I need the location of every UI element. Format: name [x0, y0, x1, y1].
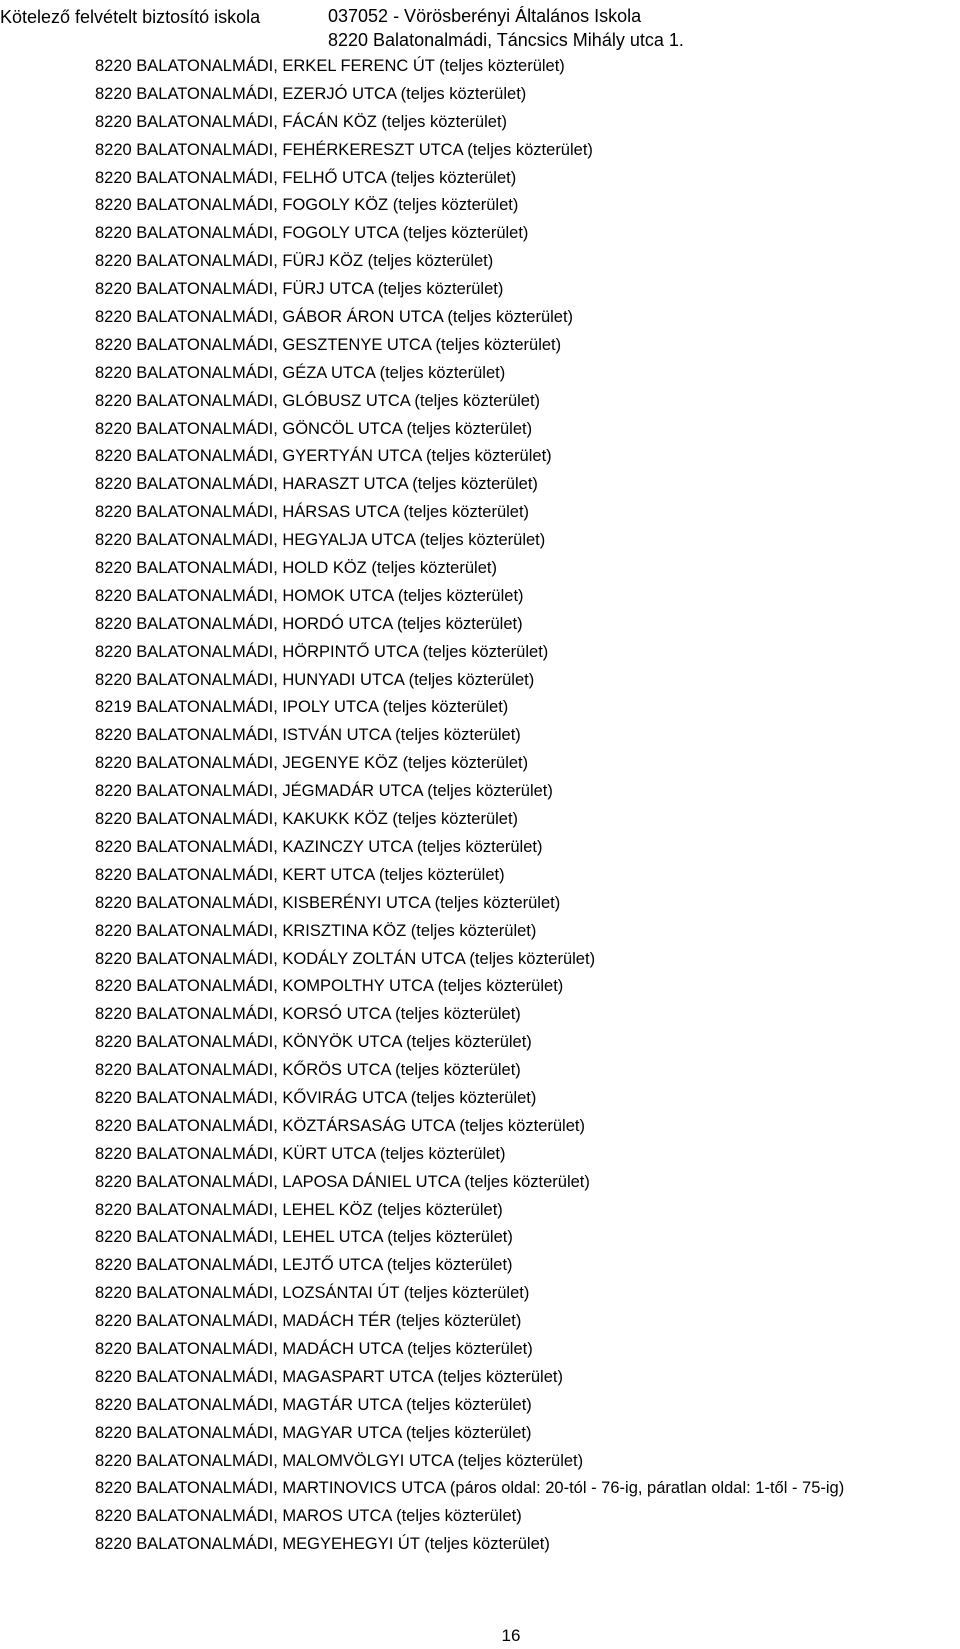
address-list-item: 8220 BALATONALMÁDI, GÖNCÖL UTCA (teljes közterület) — [95, 419, 533, 438]
address-list-item: 8220 BALATONALMÁDI, JÉGMADÁR UTCA (teljes közterület) — [95, 782, 553, 801]
address-list-item: 8220 BALATONALMÁDI, KERT UTCA (teljes közterület) — [95, 865, 505, 884]
address-list-item: 8220 BALATONALMÁDI, HARASZT UTCA (teljes közterület) — [95, 475, 538, 494]
address-list-item: 8220 BALATONALMÁDI, LAPOSA DÁNIEL UTCA (teljes közterület) — [95, 1172, 590, 1191]
address-list-item: 8220 BALATONALMÁDI, KÜRT UTCA (teljes közterület) — [95, 1144, 506, 1163]
address-list-item: 8220 BALATONALMÁDI, MAGTÁR UTCA (teljes közterület) — [95, 1395, 532, 1414]
address-list-item: 8220 BALATONALMÁDI, KAKUKK KÖZ (teljes közterület) — [95, 810, 519, 829]
address-list-item: 8220 BALATONALMÁDI, HOMOK UTCA (teljes közterület) — [95, 586, 524, 605]
header-school-type: Kötelező felvételt biztosító iskola — [0, 7, 261, 27]
address-list-item: 8220 BALATONALMÁDI, EZERJÓ UTCA (teljes közterület) — [95, 84, 527, 103]
address-list-item: 8220 BALATONALMÁDI, GYERTYÁN UTCA (teljes közterület) — [95, 447, 552, 466]
address-list-item: 8220 BALATONALMÁDI, HORDÓ UTCA (teljes közterület) — [95, 614, 523, 633]
address-list-item: 8220 BALATONALMÁDI, GESZTENYE UTCA (teljes közterület) — [95, 335, 562, 354]
address-list-item: 8220 BALATONALMÁDI, MALOMVÖLGYI UTCA (teljes közterület) — [95, 1451, 584, 1470]
address-list-item: 8220 BALATONALMÁDI, HOLD KÖZ (teljes közterület) — [95, 559, 497, 578]
address-list-item: 8220 BALATONALMÁDI, HÁRSAS UTCA (teljes közterület) — [95, 503, 530, 522]
address-list-item: 8220 BALATONALMÁDI, HEGYALJA UTCA (teljes közterület) — [95, 531, 546, 550]
address-list-item: 8220 BALATONALMÁDI, KISBERÉNYI UTCA (teljes közterület) — [95, 893, 561, 912]
page-number: 16 — [501, 1626, 521, 1645]
address-list-item: 8220 BALATONALMÁDI, MEGYEHEGYI ÚT (teljes közterület) — [95, 1535, 550, 1554]
address-list-item: 8220 BALATONALMÁDI, GÉZA UTCA (teljes közterület) — [95, 363, 506, 382]
address-list-item: 8220 BALATONALMÁDI, GÁBOR ÁRON UTCA (teljes közterület) — [95, 308, 574, 327]
address-list-item: 8220 BALATONALMÁDI, KORSÓ UTCA (teljes közterület) — [95, 1005, 521, 1024]
address-list-item: 8220 BALATONALMÁDI, HUNYADI UTCA (teljes közterület) — [95, 670, 535, 689]
address-list-item: 8220 BALATONALMÁDI, LEJTŐ UTCA (teljes közterület) — [95, 1256, 513, 1275]
address-list-item: 8220 BALATONALMÁDI, KÖZTÁRSASÁG UTCA (teljes közterület) — [95, 1116, 585, 1135]
address-list-item: 8220 BALATONALMÁDI, KOMPOLTHY UTCA (teljes közterület) — [95, 977, 564, 996]
address-list-item: 8220 BALATONALMÁDI, MAGYAR UTCA (teljes közterület) — [95, 1423, 532, 1442]
address-list-item: 8220 BALATONALMÁDI, KODÁLY ZOLTÁN UTCA (teljes közterület) — [95, 949, 596, 968]
address-list-item: 8220 BALATONALMÁDI, FOGOLY KÖZ (teljes közterület) — [95, 196, 519, 215]
address-list-item: 8220 BALATONALMÁDI, FÜRJ KÖZ (teljes közterület) — [95, 252, 494, 271]
address-list-item: 8220 BALATONALMÁDI, KRISZTINA KÖZ (teljes közterület) — [95, 921, 537, 940]
address-list-item: 8220 BALATONALMÁDI, ERKEL FERENC ÚT (teljes közterület) — [95, 57, 565, 75]
address-list-item: 8220 BALATONALMÁDI, FÁCÁN KÖZ (teljes közterület) — [95, 112, 508, 131]
address-list-item: 8220 BALATONALMÁDI, MARTINOVICS UTCA (páros oldal: 20-tól - 76-ig, páratlan oldal: 1-től - 75-ig) — [95, 1479, 845, 1498]
address-list-item: 8220 BALATONALMÁDI, KAZINCZY UTCA (teljes közterület) — [95, 837, 543, 856]
address-list-item: 8220 BALATONALMÁDI, FELHŐ UTCA (teljes közterület) — [95, 168, 517, 187]
header-school-address: 8220 Balatonalmádi, Táncsics Mihály utca 1. — [328, 30, 684, 50]
address-list-item: 8220 BALATONALMÁDI, FEHÉRKERESZT UTCA (teljes közterület) — [95, 140, 593, 159]
address-list-item: 8220 BALATONALMÁDI, GLÓBUSZ UTCA (teljes közterület) — [95, 391, 541, 410]
address-list-item: 8220 BALATONALMÁDI, MAROS UTCA (teljes közterület) — [95, 1507, 522, 1526]
address-list-item: 8220 BALATONALMÁDI, KŐRÖS UTCA (teljes közterület) — [95, 1061, 521, 1080]
address-list-item: 8220 BALATONALMÁDI, HÖRPINTŐ UTCA (teljes közterület) — [95, 642, 549, 661]
address-list-item: 8220 BALATONALMÁDI, MAGASPART UTCA (teljes közterület) — [95, 1367, 563, 1386]
address-list-item: 8220 BALATONALMÁDI, KÖNYÖK UTCA (teljes közterület) — [95, 1033, 532, 1052]
address-list-item: 8220 BALATONALMÁDI, KŐVIRÁG UTCA (teljes közterület) — [95, 1088, 537, 1107]
header-school-info — [328, 4, 684, 52]
address-list-item: 8220 BALATONALMÁDI, JEGENYE KÖZ (teljes közterület) — [95, 754, 529, 773]
address-list-item: 8220 BALATONALMÁDI, MADÁCH UTCA (teljes közterület) — [95, 1339, 533, 1358]
address-list-item: 8220 BALATONALMÁDI, FÜRJ UTCA (teljes közterület) — [95, 280, 504, 299]
address-list-item: 8219 BALATONALMÁDI, IPOLY UTCA (teljes közterület) — [95, 698, 509, 717]
address-list-item: 8220 BALATONALMÁDI, LOZSÁNTAI ÚT (teljes közterület) — [95, 1284, 530, 1303]
address-list-item: 8220 BALATONALMÁDI, ISTVÁN UTCA (teljes közterület) — [95, 726, 521, 745]
address-list-item: 8220 BALATONALMÁDI, LEHEL UTCA (teljes közterület) — [95, 1228, 513, 1247]
address-list-item: 8220 BALATONALMÁDI, LEHEL KÖZ (teljes közterület) — [95, 1200, 503, 1219]
address-list — [95, 53, 844, 1559]
address-list-item: 8220 BALATONALMÁDI, FOGOLY UTCA (teljes közterület) — [95, 224, 529, 243]
header-school-name: 037052 - Vörösberényi Általános Iskola — [328, 6, 642, 26]
address-list-item: 8220 BALATONALMÁDI, MADÁCH TÉR (teljes közterület) — [95, 1312, 522, 1331]
